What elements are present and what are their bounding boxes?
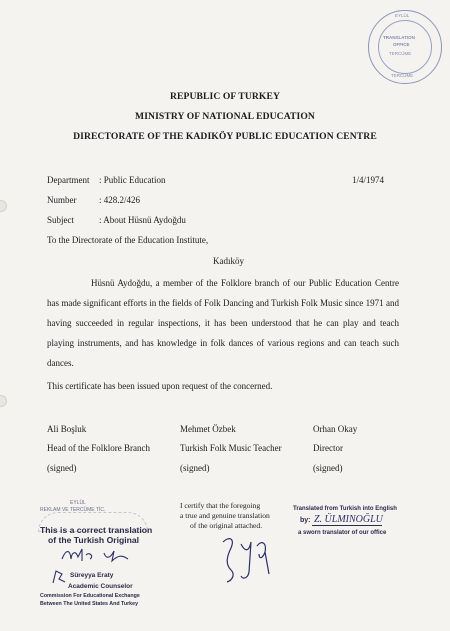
certificate-body: Hüsnü Aydoğdu, a member of the Folklore branch of our Public Education Centre has made significant efforts in the fields of Folk Dancing and Turkish Folk Music since 1971 and having succeeded in regular inspections, it has been understood that he can play and teach playing instruments, and has knowledge in folk dances of various regions and can teach such dances. bbox=[47, 278, 399, 368]
header-ministry: MINISTRY OF NATIONAL EDUCATION bbox=[135, 111, 315, 122]
translator-name: Z. ÜLMINOĞLU bbox=[314, 514, 383, 525]
signatory-3-signed: (signed) bbox=[313, 463, 343, 473]
commission-line-2: Between The United States And Turkey bbox=[40, 601, 139, 607]
counselor-name: Süreyya Eraty bbox=[70, 572, 114, 579]
signatory-3-title: Director bbox=[313, 443, 343, 453]
addressee-place: Kadıköy bbox=[213, 256, 244, 266]
stamp-correct-line-2: of the Turkish Original bbox=[48, 535, 140, 545]
subject-label: Subject bbox=[47, 215, 74, 225]
translator-by-label: by: bbox=[300, 517, 311, 524]
stamp-line-2: OFFICE bbox=[393, 42, 410, 47]
certify-line-1: I certify that the foregoing bbox=[180, 501, 261, 510]
stamp-line-1: TRANSLATION bbox=[383, 35, 415, 40]
certifier-signature bbox=[215, 530, 285, 586]
stamp-correct-line-1: This is a correct translation bbox=[40, 525, 153, 535]
certificate-closing: This certificate has been issued upon request of the concerned. bbox=[47, 381, 273, 391]
certify-line-3: of the original attached. bbox=[190, 521, 263, 530]
certify-line-2: a true and genuine translation bbox=[180, 511, 270, 520]
addressee-line: To the Directorate of the Education Institute, bbox=[47, 235, 209, 245]
translator-line-1: Translated from Turkish into English bbox=[293, 506, 397, 512]
translator-underline bbox=[312, 525, 382, 526]
document-date: 1/4/1974 bbox=[352, 175, 385, 185]
punch-hole bbox=[0, 200, 7, 212]
signatory-3-name: Orhan Okay bbox=[313, 424, 358, 434]
stamp-line-3: TERCÜME bbox=[389, 51, 412, 56]
counselor-role: Academic Counselor bbox=[68, 583, 133, 590]
translator-line-3: a sworn translator of our office bbox=[298, 530, 387, 536]
signatory-1-name: Ali Boşluk bbox=[47, 424, 87, 434]
signatory-2-signed: (signed) bbox=[180, 463, 210, 473]
punch-hole bbox=[0, 395, 7, 407]
header-republic: REPUBLIC OF TURKEY bbox=[169, 91, 280, 102]
number-label: Number bbox=[47, 195, 77, 205]
number-value: : 428.2/426 bbox=[99, 195, 141, 205]
stamp-arc-2: REKLAM VE TERCÜME TİC. bbox=[40, 507, 106, 513]
stamp-arc-1: EYLÜL bbox=[70, 500, 86, 506]
stamp-top-text: EYLÜL bbox=[395, 13, 410, 18]
header-directorate: DIRECTORATE OF THE KADIKÖY PUBLIC EDUCATION CENTRE bbox=[73, 131, 377, 142]
commission-line-1: Commission For Educational Exchange bbox=[40, 593, 140, 599]
seal-mark-icon bbox=[50, 568, 68, 586]
stamp-bottom-text: TERCÜME bbox=[391, 73, 414, 78]
stamp-inner-ring bbox=[378, 20, 432, 74]
department-label: Department bbox=[47, 175, 90, 185]
counselor-signature bbox=[58, 545, 138, 567]
signatory-2-title: Turkish Folk Music Teacher bbox=[180, 443, 282, 453]
subject-value: : About Hüsnü Aydoğdu bbox=[99, 215, 186, 225]
signatory-1-signed: (signed) bbox=[47, 463, 77, 473]
department-value: : Public Education bbox=[99, 175, 166, 185]
translation-office-stamp bbox=[368, 10, 442, 84]
signatory-2-name: Mehmet Özbek bbox=[180, 424, 236, 434]
signatory-1-title: Head of the Folklore Branch bbox=[47, 443, 150, 453]
